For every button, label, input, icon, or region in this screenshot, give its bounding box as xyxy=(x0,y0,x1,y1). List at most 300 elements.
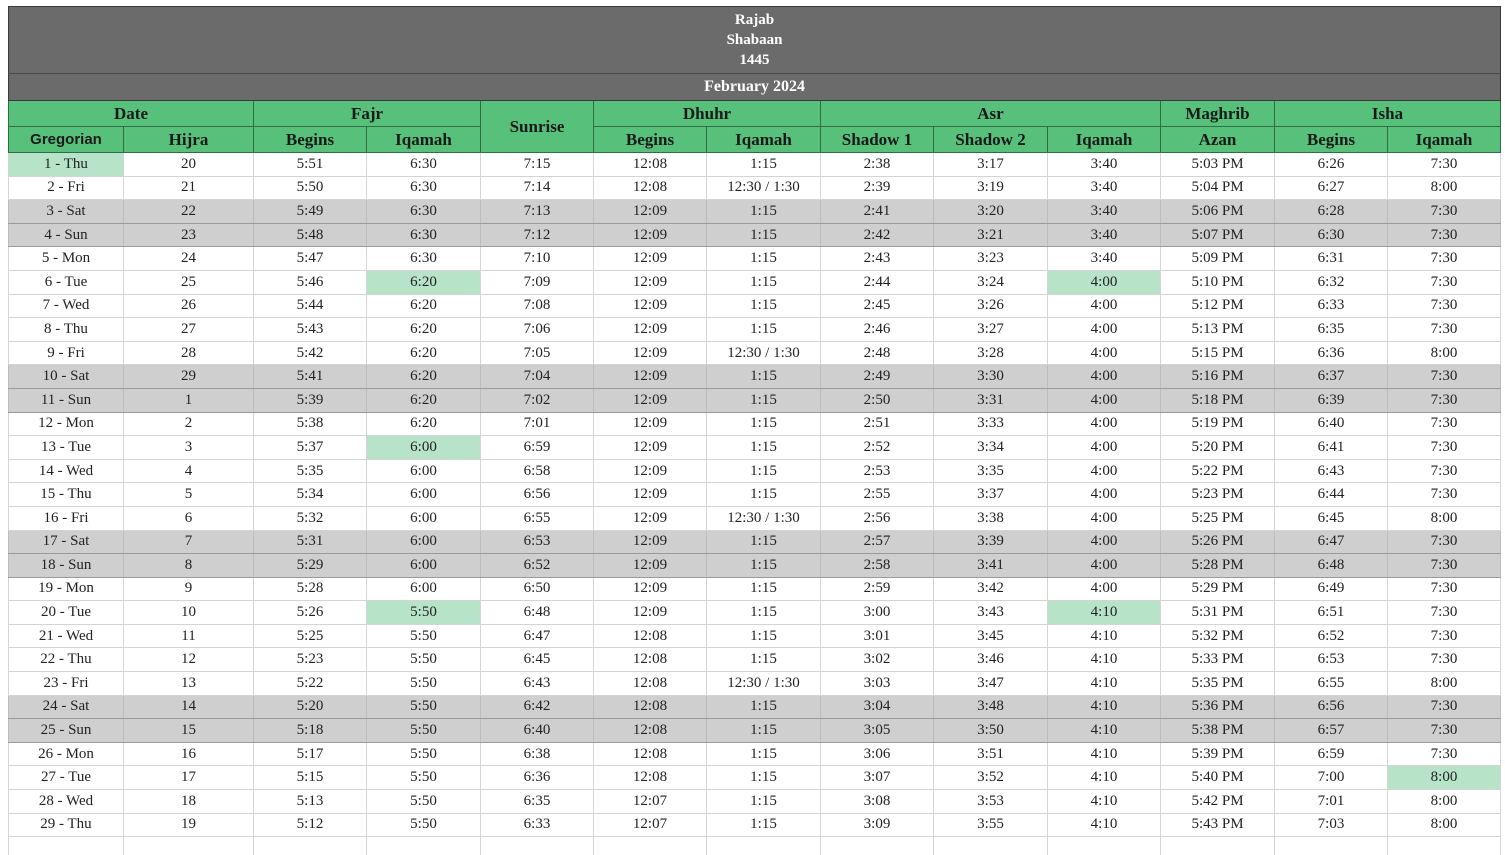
cell-asr-shadow2[interactable]: 3:46 xyxy=(934,648,1048,672)
cell-asr-shadow2[interactable]: 3:37 xyxy=(934,483,1048,507)
cell-isha-begins[interactable]: 6:33 xyxy=(1275,294,1388,318)
cell-gregorian[interactable]: 20 - Tue xyxy=(9,601,124,625)
cell-sunrise[interactable]: 6:53 xyxy=(481,530,594,554)
cell-fajr-iqamah[interactable]: 6:30 xyxy=(367,176,481,200)
cell-maghrib-azan[interactable]: 5:29 PM xyxy=(1161,577,1275,601)
cell-asr-shadow1[interactable]: 3:01 xyxy=(821,624,934,648)
cell-gregorian[interactable]: 16 - Fri xyxy=(9,506,124,530)
cell-sunrise[interactable]: 6:42 xyxy=(481,695,594,719)
cell-hijra[interactable]: 23 xyxy=(124,223,254,247)
cell-fajr-iqamah[interactable]: 6:20 xyxy=(367,294,481,318)
cell-gregorian[interactable]: 5 - Mon xyxy=(9,247,124,271)
cell-asr-iqamah[interactable]: 4:00 xyxy=(1048,530,1161,554)
cell-maghrib-azan[interactable]: 5:04 PM xyxy=(1161,176,1275,200)
cell-fajr-begins[interactable]: 5:12 xyxy=(254,813,367,837)
cell-asr-shadow1[interactable]: 2:49 xyxy=(821,365,934,389)
cell-asr-shadow2[interactable]: 3:39 xyxy=(934,530,1048,554)
cell-isha-iqamah[interactable]: 7:30 xyxy=(1388,388,1501,412)
cell-fajr-begins[interactable]: 5:35 xyxy=(254,459,367,483)
cell-asr-iqamah[interactable]: 4:00 xyxy=(1048,577,1161,601)
cell-gregorian[interactable]: 12 - Mon xyxy=(9,412,124,436)
cell-asr-iqamah[interactable]: 3:40 xyxy=(1048,153,1161,177)
cell-asr-shadow2[interactable]: 3:51 xyxy=(934,742,1048,766)
cell-dhuhr-begins[interactable]: 12:09 xyxy=(594,270,707,294)
cell-isha-begins[interactable]: 6:30 xyxy=(1275,223,1388,247)
empty-cell[interactable] xyxy=(124,837,254,855)
cell-fajr-iqamah[interactable]: 5:50 xyxy=(367,695,481,719)
cell-fajr-begins[interactable]: 5:25 xyxy=(254,624,367,648)
cell-gregorian[interactable]: 29 - Thu xyxy=(9,813,124,837)
cell-isha-iqamah[interactable]: 8:00 xyxy=(1388,176,1501,200)
cell-hijra[interactable]: 3 xyxy=(124,436,254,460)
cell-isha-begins[interactable]: 6:44 xyxy=(1275,483,1388,507)
cell-isha-iqamah[interactable]: 7:30 xyxy=(1388,247,1501,271)
cell-fajr-iqamah[interactable]: 6:00 xyxy=(367,436,481,460)
cell-isha-begins[interactable]: 6:48 xyxy=(1275,554,1388,578)
cell-isha-begins[interactable]: 6:36 xyxy=(1275,341,1388,365)
cell-asr-shadow2[interactable]: 3:45 xyxy=(934,624,1048,648)
cell-hijra[interactable]: 21 xyxy=(124,176,254,200)
cell-asr-shadow1[interactable]: 3:00 xyxy=(821,601,934,625)
cell-fajr-iqamah[interactable]: 5:50 xyxy=(367,719,481,743)
cell-fajr-begins[interactable]: 5:44 xyxy=(254,294,367,318)
cell-asr-iqamah[interactable]: 4:00 xyxy=(1048,294,1161,318)
cell-gregorian[interactable]: 6 - Tue xyxy=(9,270,124,294)
cell-dhuhr-iqamah[interactable]: 1:15 xyxy=(707,365,821,389)
cell-isha-iqamah[interactable]: 7:30 xyxy=(1388,459,1501,483)
cell-asr-shadow2[interactable]: 3:21 xyxy=(934,223,1048,247)
cell-maghrib-azan[interactable]: 5:13 PM xyxy=(1161,318,1275,342)
cell-asr-iqamah[interactable]: 4:10 xyxy=(1048,695,1161,719)
cell-fajr-begins[interactable]: 5:18 xyxy=(254,719,367,743)
cell-fajr-iqamah[interactable]: 6:00 xyxy=(367,483,481,507)
cell-sunrise[interactable]: 6:43 xyxy=(481,672,594,696)
cell-asr-iqamah[interactable]: 4:10 xyxy=(1048,742,1161,766)
cell-fajr-iqamah[interactable]: 6:30 xyxy=(367,247,481,271)
cell-dhuhr-iqamah[interactable]: 1:15 xyxy=(707,436,821,460)
cell-isha-begins[interactable]: 6:37 xyxy=(1275,365,1388,389)
cell-dhuhr-iqamah[interactable]: 1:15 xyxy=(707,719,821,743)
cell-asr-shadow2[interactable]: 3:50 xyxy=(934,719,1048,743)
cell-fajr-begins[interactable]: 5:43 xyxy=(254,318,367,342)
cell-dhuhr-iqamah[interactable]: 1:15 xyxy=(707,294,821,318)
cell-gregorian[interactable]: 9 - Fri xyxy=(9,341,124,365)
cell-hijra[interactable]: 11 xyxy=(124,624,254,648)
cell-hijra[interactable]: 9 xyxy=(124,577,254,601)
cell-isha-iqamah[interactable]: 7:30 xyxy=(1388,436,1501,460)
cell-isha-iqamah[interactable]: 7:30 xyxy=(1388,483,1501,507)
cell-asr-iqamah[interactable]: 4:10 xyxy=(1048,624,1161,648)
cell-maghrib-azan[interactable]: 5:40 PM xyxy=(1161,766,1275,790)
cell-dhuhr-iqamah[interactable]: 1:15 xyxy=(707,388,821,412)
cell-maghrib-azan[interactable]: 5:10 PM xyxy=(1161,270,1275,294)
cell-dhuhr-begins[interactable]: 12:07 xyxy=(594,813,707,837)
cell-sunrise[interactable]: 6:40 xyxy=(481,719,594,743)
cell-gregorian[interactable]: 21 - Wed xyxy=(9,624,124,648)
cell-asr-iqamah[interactable]: 3:40 xyxy=(1048,176,1161,200)
cell-isha-begins[interactable]: 6:40 xyxy=(1275,412,1388,436)
cell-dhuhr-begins[interactable]: 12:09 xyxy=(594,577,707,601)
cell-asr-iqamah[interactable]: 4:00 xyxy=(1048,412,1161,436)
cell-asr-shadow1[interactable]: 3:03 xyxy=(821,672,934,696)
cell-dhuhr-iqamah[interactable]: 1:15 xyxy=(707,601,821,625)
cell-fajr-begins[interactable]: 5:15 xyxy=(254,766,367,790)
cell-dhuhr-begins[interactable]: 12:08 xyxy=(594,176,707,200)
cell-isha-begins[interactable]: 6:53 xyxy=(1275,648,1388,672)
cell-maghrib-azan[interactable]: 5:20 PM xyxy=(1161,436,1275,460)
cell-fajr-iqamah[interactable]: 5:50 xyxy=(367,648,481,672)
cell-asr-shadow2[interactable]: 3:27 xyxy=(934,318,1048,342)
cell-maghrib-azan[interactable]: 5:09 PM xyxy=(1161,247,1275,271)
cell-isha-begins[interactable]: 6:56 xyxy=(1275,695,1388,719)
cell-isha-begins[interactable]: 6:57 xyxy=(1275,719,1388,743)
cell-isha-begins[interactable]: 6:45 xyxy=(1275,506,1388,530)
cell-isha-begins[interactable]: 6:27 xyxy=(1275,176,1388,200)
cell-isha-iqamah[interactable]: 8:00 xyxy=(1388,790,1501,814)
cell-fajr-begins[interactable]: 5:37 xyxy=(254,436,367,460)
cell-maghrib-azan[interactable]: 5:26 PM xyxy=(1161,530,1275,554)
cell-dhuhr-begins[interactable]: 12:09 xyxy=(594,247,707,271)
cell-fajr-begins[interactable]: 5:39 xyxy=(254,388,367,412)
cell-asr-shadow2[interactable]: 3:26 xyxy=(934,294,1048,318)
cell-asr-iqamah[interactable]: 4:00 xyxy=(1048,483,1161,507)
cell-maghrib-azan[interactable]: 5:31 PM xyxy=(1161,601,1275,625)
cell-dhuhr-iqamah[interactable]: 1:15 xyxy=(707,577,821,601)
cell-asr-shadow1[interactable]: 2:59 xyxy=(821,577,934,601)
cell-isha-begins[interactable]: 7:00 xyxy=(1275,766,1388,790)
cell-dhuhr-iqamah[interactable]: 1:15 xyxy=(707,270,821,294)
cell-sunrise[interactable]: 6:33 xyxy=(481,813,594,837)
cell-sunrise[interactable]: 6:55 xyxy=(481,506,594,530)
cell-gregorian[interactable]: 17 - Sat xyxy=(9,530,124,554)
cell-hijra[interactable]: 8 xyxy=(124,554,254,578)
cell-sunrise[interactable]: 7:09 xyxy=(481,270,594,294)
cell-dhuhr-iqamah[interactable]: 1:15 xyxy=(707,200,821,224)
empty-cell[interactable] xyxy=(594,837,707,855)
cell-dhuhr-begins[interactable]: 12:09 xyxy=(594,483,707,507)
cell-isha-iqamah[interactable]: 7:30 xyxy=(1388,695,1501,719)
cell-sunrise[interactable]: 7:14 xyxy=(481,176,594,200)
cell-asr-shadow1[interactable]: 2:57 xyxy=(821,530,934,554)
cell-dhuhr-iqamah[interactable]: 1:15 xyxy=(707,412,821,436)
empty-cell[interactable] xyxy=(1161,837,1275,855)
cell-asr-iqamah[interactable]: 3:40 xyxy=(1048,223,1161,247)
empty-cell[interactable] xyxy=(1275,837,1388,855)
cell-dhuhr-begins[interactable]: 12:08 xyxy=(594,624,707,648)
cell-gregorian[interactable]: 4 - Sun xyxy=(9,223,124,247)
cell-hijra[interactable]: 18 xyxy=(124,790,254,814)
cell-isha-iqamah[interactable]: 8:00 xyxy=(1388,506,1501,530)
cell-gregorian[interactable]: 2 - Fri xyxy=(9,176,124,200)
cell-fajr-begins[interactable]: 5:31 xyxy=(254,530,367,554)
cell-fajr-begins[interactable]: 5:34 xyxy=(254,483,367,507)
cell-dhuhr-begins[interactable]: 12:09 xyxy=(594,200,707,224)
cell-asr-shadow2[interactable]: 3:33 xyxy=(934,412,1048,436)
cell-sunrise[interactable]: 7:10 xyxy=(481,247,594,271)
cell-gregorian[interactable]: 8 - Thu xyxy=(9,318,124,342)
cell-asr-shadow2[interactable]: 3:52 xyxy=(934,766,1048,790)
cell-fajr-iqamah[interactable]: 6:20 xyxy=(367,341,481,365)
cell-fajr-begins[interactable]: 5:23 xyxy=(254,648,367,672)
cell-isha-iqamah[interactable]: 7:30 xyxy=(1388,365,1501,389)
cell-asr-shadow2[interactable]: 3:48 xyxy=(934,695,1048,719)
cell-maghrib-azan[interactable]: 5:28 PM xyxy=(1161,554,1275,578)
cell-asr-shadow2[interactable]: 3:19 xyxy=(934,176,1048,200)
cell-fajr-begins[interactable]: 5:51 xyxy=(254,153,367,177)
cell-asr-shadow2[interactable]: 3:43 xyxy=(934,601,1048,625)
cell-sunrise[interactable]: 7:12 xyxy=(481,223,594,247)
cell-isha-begins[interactable]: 6:26 xyxy=(1275,153,1388,177)
cell-sunrise[interactable]: 6:56 xyxy=(481,483,594,507)
cell-dhuhr-iqamah[interactable]: 1:15 xyxy=(707,318,821,342)
cell-isha-begins[interactable]: 6:51 xyxy=(1275,601,1388,625)
cell-asr-shadow2[interactable]: 3:55 xyxy=(934,813,1048,837)
cell-sunrise[interactable]: 6:50 xyxy=(481,577,594,601)
cell-isha-begins[interactable]: 6:41 xyxy=(1275,436,1388,460)
cell-asr-shadow1[interactable]: 2:53 xyxy=(821,459,934,483)
cell-dhuhr-begins[interactable]: 12:09 xyxy=(594,459,707,483)
cell-dhuhr-iqamah[interactable]: 1:15 xyxy=(707,459,821,483)
cell-dhuhr-iqamah[interactable]: 1:15 xyxy=(707,648,821,672)
cell-dhuhr-begins[interactable]: 12:09 xyxy=(594,341,707,365)
cell-asr-iqamah[interactable]: 4:00 xyxy=(1048,436,1161,460)
cell-asr-iqamah[interactable]: 4:00 xyxy=(1048,318,1161,342)
cell-gregorian[interactable]: 1 - Thu xyxy=(9,153,124,177)
cell-sunrise[interactable]: 6:58 xyxy=(481,459,594,483)
empty-cell[interactable] xyxy=(934,837,1048,855)
cell-asr-shadow1[interactable]: 3:05 xyxy=(821,719,934,743)
cell-fajr-iqamah[interactable]: 5:50 xyxy=(367,742,481,766)
cell-fajr-iqamah[interactable]: 5:50 xyxy=(367,790,481,814)
cell-hijra[interactable]: 26 xyxy=(124,294,254,318)
cell-dhuhr-begins[interactable]: 12:09 xyxy=(594,388,707,412)
cell-sunrise[interactable]: 6:38 xyxy=(481,742,594,766)
cell-hijra[interactable]: 4 xyxy=(124,459,254,483)
cell-hijra[interactable]: 17 xyxy=(124,766,254,790)
cell-maghrib-azan[interactable]: 5:12 PM xyxy=(1161,294,1275,318)
cell-gregorian[interactable]: 23 - Fri xyxy=(9,672,124,696)
cell-asr-shadow1[interactable]: 2:48 xyxy=(821,341,934,365)
cell-maghrib-azan[interactable]: 5:19 PM xyxy=(1161,412,1275,436)
cell-hijra[interactable]: 13 xyxy=(124,672,254,696)
cell-dhuhr-iqamah[interactable]: 1:15 xyxy=(707,742,821,766)
cell-isha-iqamah[interactable]: 8:00 xyxy=(1388,672,1501,696)
cell-asr-shadow2[interactable]: 3:47 xyxy=(934,672,1048,696)
cell-asr-shadow1[interactable]: 2:46 xyxy=(821,318,934,342)
cell-asr-shadow2[interactable]: 3:30 xyxy=(934,365,1048,389)
cell-hijra[interactable]: 25 xyxy=(124,270,254,294)
cell-asr-shadow1[interactable]: 3:07 xyxy=(821,766,934,790)
cell-sunrise[interactable]: 6:45 xyxy=(481,648,594,672)
cell-fajr-begins[interactable]: 5:48 xyxy=(254,223,367,247)
cell-isha-begins[interactable]: 6:32 xyxy=(1275,270,1388,294)
cell-isha-iqamah[interactable]: 7:30 xyxy=(1388,270,1501,294)
cell-gregorian[interactable]: 18 - Sun xyxy=(9,554,124,578)
cell-gregorian[interactable]: 15 - Thu xyxy=(9,483,124,507)
cell-dhuhr-iqamah[interactable]: 12:30 / 1:30 xyxy=(707,672,821,696)
cell-fajr-iqamah[interactable]: 6:00 xyxy=(367,459,481,483)
cell-dhuhr-begins[interactable]: 12:07 xyxy=(594,790,707,814)
cell-maghrib-azan[interactable]: 5:38 PM xyxy=(1161,719,1275,743)
cell-gregorian[interactable]: 26 - Mon xyxy=(9,742,124,766)
cell-asr-shadow2[interactable]: 3:17 xyxy=(934,153,1048,177)
cell-gregorian[interactable]: 28 - Wed xyxy=(9,790,124,814)
cell-maghrib-azan[interactable]: 5:23 PM xyxy=(1161,483,1275,507)
cell-maghrib-azan[interactable]: 5:36 PM xyxy=(1161,695,1275,719)
cell-maghrib-azan[interactable]: 5:22 PM xyxy=(1161,459,1275,483)
cell-dhuhr-begins[interactable]: 12:09 xyxy=(594,554,707,578)
cell-fajr-begins[interactable]: 5:29 xyxy=(254,554,367,578)
cell-dhuhr-begins[interactable]: 12:09 xyxy=(594,318,707,342)
cell-fajr-iqamah[interactable]: 5:50 xyxy=(367,624,481,648)
cell-asr-shadow2[interactable]: 3:24 xyxy=(934,270,1048,294)
cell-fajr-iqamah[interactable]: 6:20 xyxy=(367,388,481,412)
cell-fajr-begins[interactable]: 5:32 xyxy=(254,506,367,530)
cell-dhuhr-begins[interactable]: 12:09 xyxy=(594,530,707,554)
cell-sunrise[interactable]: 7:01 xyxy=(481,412,594,436)
cell-fajr-iqamah[interactable]: 6:20 xyxy=(367,412,481,436)
cell-asr-shadow1[interactable]: 2:45 xyxy=(821,294,934,318)
cell-asr-iqamah[interactable]: 4:10 xyxy=(1048,601,1161,625)
cell-gregorian[interactable]: 27 - Tue xyxy=(9,766,124,790)
cell-sunrise[interactable]: 6:48 xyxy=(481,601,594,625)
cell-dhuhr-iqamah[interactable]: 1:15 xyxy=(707,790,821,814)
cell-isha-iqamah[interactable]: 7:30 xyxy=(1388,223,1501,247)
cell-maghrib-azan[interactable]: 5:16 PM xyxy=(1161,365,1275,389)
cell-hijra[interactable]: 28 xyxy=(124,341,254,365)
cell-gregorian[interactable]: 25 - Sun xyxy=(9,719,124,743)
cell-sunrise[interactable]: 6:59 xyxy=(481,436,594,460)
cell-asr-iqamah[interactable]: 4:00 xyxy=(1048,270,1161,294)
cell-isha-begins[interactable]: 6:59 xyxy=(1275,742,1388,766)
cell-hijra[interactable]: 24 xyxy=(124,247,254,271)
cell-fajr-begins[interactable]: 5:47 xyxy=(254,247,367,271)
cell-isha-begins[interactable]: 6:35 xyxy=(1275,318,1388,342)
cell-dhuhr-iqamah[interactable]: 12:30 / 1:30 xyxy=(707,341,821,365)
cell-isha-begins[interactable]: 7:03 xyxy=(1275,813,1388,837)
cell-dhuhr-iqamah[interactable]: 1:15 xyxy=(707,695,821,719)
cell-isha-iqamah[interactable]: 7:30 xyxy=(1388,624,1501,648)
cell-sunrise[interactable]: 7:08 xyxy=(481,294,594,318)
cell-dhuhr-iqamah[interactable]: 1:15 xyxy=(707,153,821,177)
cell-fajr-iqamah[interactable]: 6:30 xyxy=(367,153,481,177)
cell-dhuhr-iqamah[interactable]: 1:15 xyxy=(707,554,821,578)
cell-dhuhr-iqamah[interactable]: 12:30 / 1:30 xyxy=(707,506,821,530)
cell-dhuhr-iqamah[interactable]: 1:15 xyxy=(707,247,821,271)
cell-fajr-iqamah[interactable]: 5:50 xyxy=(367,601,481,625)
cell-sunrise[interactable]: 6:35 xyxy=(481,790,594,814)
cell-sunrise[interactable]: 6:36 xyxy=(481,766,594,790)
cell-asr-shadow1[interactable]: 2:50 xyxy=(821,388,934,412)
cell-hijra[interactable]: 10 xyxy=(124,601,254,625)
cell-fajr-iqamah[interactable]: 6:30 xyxy=(367,223,481,247)
cell-isha-begins[interactable]: 7:01 xyxy=(1275,790,1388,814)
cell-isha-begins[interactable]: 6:49 xyxy=(1275,577,1388,601)
cell-isha-begins[interactable]: 6:55 xyxy=(1275,672,1388,696)
cell-isha-iqamah[interactable]: 7:30 xyxy=(1388,577,1501,601)
cell-asr-shadow2[interactable]: 3:31 xyxy=(934,388,1048,412)
cell-asr-iqamah[interactable]: 3:40 xyxy=(1048,200,1161,224)
cell-asr-shadow2[interactable]: 3:34 xyxy=(934,436,1048,460)
cell-hijra[interactable]: 19 xyxy=(124,813,254,837)
cell-fajr-begins[interactable]: 5:38 xyxy=(254,412,367,436)
cell-fajr-iqamah[interactable]: 5:50 xyxy=(367,766,481,790)
empty-cell[interactable] xyxy=(254,837,367,855)
cell-fajr-iqamah[interactable]: 6:20 xyxy=(367,318,481,342)
cell-asr-shadow1[interactable]: 3:04 xyxy=(821,695,934,719)
cell-gregorian[interactable]: 14 - Wed xyxy=(9,459,124,483)
cell-asr-shadow2[interactable]: 3:42 xyxy=(934,577,1048,601)
cell-dhuhr-begins[interactable]: 12:09 xyxy=(594,601,707,625)
cell-isha-iqamah[interactable]: 7:30 xyxy=(1388,601,1501,625)
cell-gregorian[interactable]: 3 - Sat xyxy=(9,200,124,224)
cell-sunrise[interactable]: 6:47 xyxy=(481,624,594,648)
cell-hijra[interactable]: 6 xyxy=(124,506,254,530)
cell-fajr-iqamah[interactable]: 5:50 xyxy=(367,813,481,837)
cell-gregorian[interactable]: 13 - Tue xyxy=(9,436,124,460)
cell-dhuhr-iqamah[interactable]: 1:15 xyxy=(707,483,821,507)
empty-cell[interactable] xyxy=(367,837,481,855)
cell-dhuhr-iqamah[interactable]: 1:15 xyxy=(707,813,821,837)
cell-dhuhr-begins[interactable]: 12:08 xyxy=(594,766,707,790)
cell-dhuhr-begins[interactable]: 12:08 xyxy=(594,695,707,719)
cell-isha-begins[interactable]: 6:31 xyxy=(1275,247,1388,271)
cell-gregorian[interactable]: 19 - Mon xyxy=(9,577,124,601)
cell-fajr-begins[interactable]: 5:46 xyxy=(254,270,367,294)
cell-fajr-begins[interactable]: 5:41 xyxy=(254,365,367,389)
cell-dhuhr-begins[interactable]: 12:08 xyxy=(594,672,707,696)
cell-fajr-begins[interactable]: 5:50 xyxy=(254,176,367,200)
cell-isha-iqamah[interactable]: 7:30 xyxy=(1388,294,1501,318)
cell-maghrib-azan[interactable]: 5:32 PM xyxy=(1161,624,1275,648)
cell-isha-begins[interactable]: 6:47 xyxy=(1275,530,1388,554)
cell-asr-shadow2[interactable]: 3:41 xyxy=(934,554,1048,578)
empty-cell[interactable] xyxy=(1048,837,1161,855)
cell-dhuhr-iqamah[interactable]: 12:30 / 1:30 xyxy=(707,176,821,200)
cell-sunrise[interactable]: 7:04 xyxy=(481,365,594,389)
cell-asr-shadow1[interactable]: 3:08 xyxy=(821,790,934,814)
cell-hijra[interactable]: 15 xyxy=(124,719,254,743)
cell-asr-iqamah[interactable]: 4:00 xyxy=(1048,459,1161,483)
cell-asr-iqamah[interactable]: 4:10 xyxy=(1048,813,1161,837)
cell-dhuhr-begins[interactable]: 12:08 xyxy=(594,648,707,672)
cell-dhuhr-begins[interactable]: 12:09 xyxy=(594,365,707,389)
cell-dhuhr-iqamah[interactable]: 1:15 xyxy=(707,624,821,648)
cell-dhuhr-begins[interactable]: 12:09 xyxy=(594,223,707,247)
cell-hijra[interactable]: 29 xyxy=(124,365,254,389)
cell-asr-iqamah[interactable]: 4:00 xyxy=(1048,365,1161,389)
cell-hijra[interactable]: 12 xyxy=(124,648,254,672)
cell-hijra[interactable]: 1 xyxy=(124,388,254,412)
cell-sunrise[interactable]: 7:06 xyxy=(481,318,594,342)
cell-asr-shadow1[interactable]: 2:38 xyxy=(821,153,934,177)
cell-dhuhr-begins[interactable]: 12:09 xyxy=(594,436,707,460)
cell-asr-shadow1[interactable]: 2:39 xyxy=(821,176,934,200)
cell-asr-iqamah[interactable]: 4:00 xyxy=(1048,388,1161,412)
cell-fajr-begins[interactable]: 5:17 xyxy=(254,742,367,766)
empty-cell[interactable] xyxy=(9,837,124,855)
cell-asr-iqamah[interactable]: 4:00 xyxy=(1048,506,1161,530)
cell-sunrise[interactable]: 7:13 xyxy=(481,200,594,224)
cell-maghrib-azan[interactable]: 5:15 PM xyxy=(1161,341,1275,365)
cell-dhuhr-begins[interactable]: 12:09 xyxy=(594,506,707,530)
empty-cell[interactable] xyxy=(821,837,934,855)
cell-isha-iqamah[interactable]: 7:30 xyxy=(1388,200,1501,224)
cell-asr-shadow2[interactable]: 3:23 xyxy=(934,247,1048,271)
cell-dhuhr-begins[interactable]: 12:08 xyxy=(594,153,707,177)
cell-fajr-iqamah[interactable]: 6:20 xyxy=(367,270,481,294)
cell-asr-shadow2[interactable]: 3:35 xyxy=(934,459,1048,483)
